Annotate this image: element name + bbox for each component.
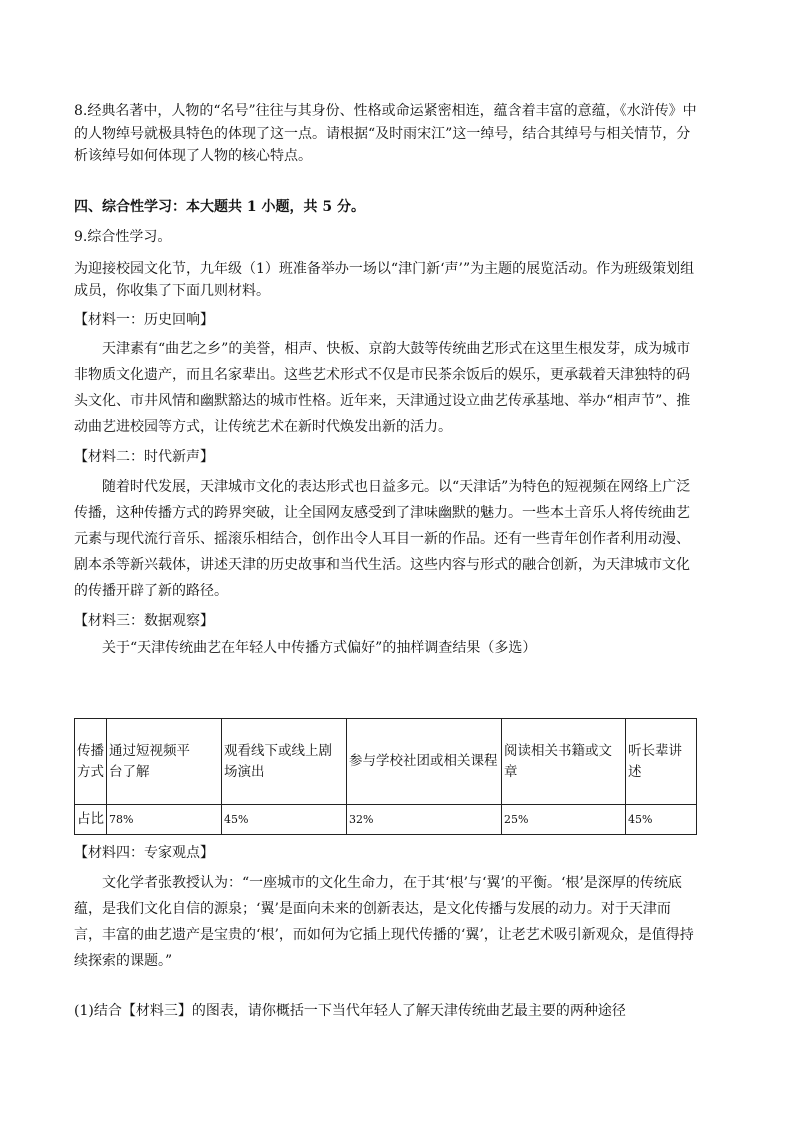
survey-value-school-club: 32% <box>347 805 502 835</box>
survey-value-elders: 45% <box>626 805 697 835</box>
survey-row-percent <box>75 805 697 835</box>
question-9-intro: 为迎接校园文化节，九年级（1）班准备举办一场以“津门新‘声’”为主题的展览活动。作为班级策划组成员，你收集了下面几则材料。 <box>74 260 695 299</box>
survey-table <box>74 718 697 835</box>
section-4-block <box>74 196 698 219</box>
question-8-block <box>74 100 698 168</box>
material-4-heading: 【材料四：专家观点】 <box>74 845 214 861</box>
survey-method-label-line: 通过短视频平 <box>109 742 190 759</box>
question-8-text: 8.经典名著中，人物的“名号”往往与其身份、性格或命运紧密相连，蕴含着丰富的意蕴，《水浒传》中的人物绰号就极具特色的体现了这一点。请根据“及时雨宋江”这一绰号，结合其绰号与相关情节，分析该绰号如何体现了人物的核心特点。 <box>74 103 697 164</box>
survey-value-reading: 25% <box>502 805 626 835</box>
question-9-block <box>74 226 698 660</box>
section-4-heading: 四、综合性学习：本大题共 1 小题，共 5 分。 <box>74 199 365 215</box>
sub-question-1-text: (1)结合【材料三】的图表，请你概括一下当代年轻人了解天津传统曲艺最主要的两种途径 <box>74 1003 626 1019</box>
material-2-heading: 【材料二：时代新声】 <box>74 449 214 465</box>
survey-row-header-methods: 传播方式 <box>75 719 107 805</box>
material-1-body: 天津素有“曲艺之乡”的美誉，相声、快板、京韵大鼓等传统曲艺形式在这里生根发芽，成为城市非物质文化遗产，而且名家辈出。这些艺术形式不仅是市民茶余饭后的娱乐，更承载着天津独特的码头文化、市井风情和幽默豁达的城市性格。近年来，天津通过设立曲艺传承基地、举办“相声节”、推动曲艺进校园等方式，让传统艺术在新时代焕发出新的活力。 <box>74 341 691 435</box>
material-1-heading: 【材料一：历史回响】 <box>74 311 214 328</box>
survey-method-theater: 观看线下或线上剧场演出 <box>222 719 347 805</box>
question-9-title: 9.综合性学习。 <box>74 229 172 245</box>
material-3-caption: 关于“天津传统曲艺在年轻人中传播方式偏好”的抽样调查结果（多选） <box>102 640 537 656</box>
material-3-heading: 【材料三：数据观察】 <box>74 612 214 629</box>
material-2-body: 随着时代发展，天津城市文化的表达形式也日益多元。以“天津话”为特色的短视频在网络上广泛传播，这种传播方式的跨界突破，让全国网友感受到了津味幽默的魅力。一些本土音乐人将传统曲艺元素与现代流行音乐、摇滚乐相结合，创作出令人耳目一新的作品。还有一些青年创作者利用动漫、剧本杀等新兴载体，讲述天津的历史故事和当代生活。这些内容与形式的融合创新，为天津城市文化的传播开辟了新的路径。 <box>74 478 691 599</box>
survey-row-methods <box>75 719 697 805</box>
material-4-block <box>74 842 698 974</box>
survey-method-short-video <box>107 719 222 805</box>
material-4-body: 文化学者张教授认为：“一座城市的文化生命力，在于其‘根’与‘翼’的平衡。‘根’是深厚的传统底蕴，是我们文化自信的源泉；‘翼’是面向未来的创新表达，是文化传播与发展的动力。对于天津而言，丰富的曲艺遗产是宝贵的‘根’，而如何为它插上现代传播的‘翼’，让老艺术吸引新观众，是值得持续探索的课题。” <box>74 874 694 969</box>
survey-value-theater: 45% <box>222 805 347 835</box>
survey-method-school-club: 参与学校社团或相关课程 <box>347 719 502 805</box>
sub-question-1-block <box>74 1000 626 1022</box>
survey-method-label-line: 台了解 <box>109 763 150 780</box>
survey-value-short-video: 78% <box>107 805 222 835</box>
survey-method-reading: 阅读相关书籍或文章 <box>502 719 626 805</box>
survey-method-elders: 听长辈讲述 <box>626 719 697 805</box>
survey-row-header-percent: 占比 <box>75 805 107 835</box>
